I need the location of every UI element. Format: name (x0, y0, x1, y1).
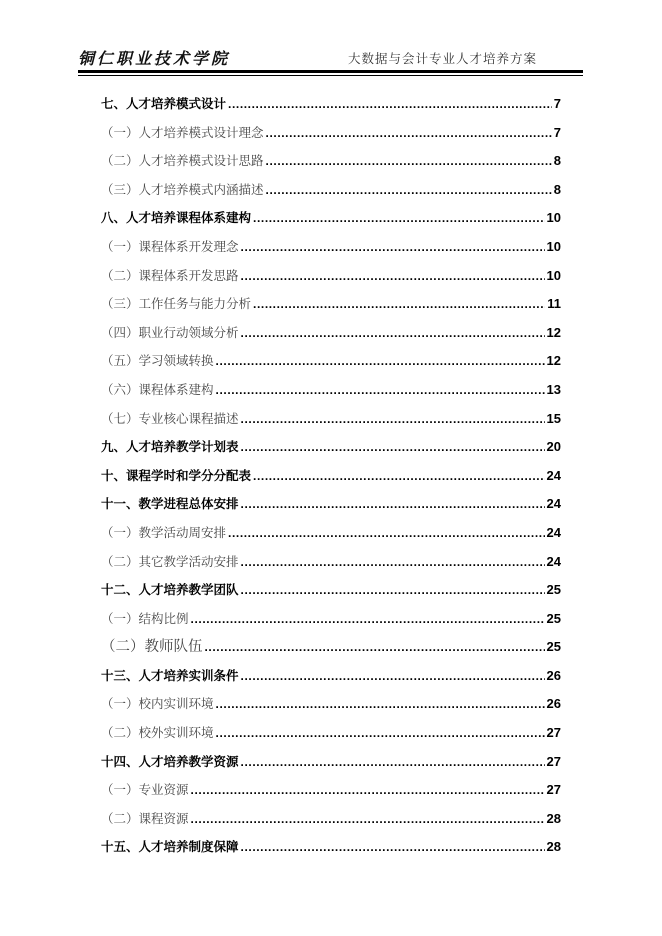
toc-entry-page: 12 (546, 353, 561, 369)
toc-entry-section[interactable] (101, 262, 561, 291)
toc-entry-page: 27 (546, 782, 561, 798)
toc-entry-title: 十一、教学进程总体安排 (101, 496, 239, 512)
toc-entry-chapter[interactable] (101, 462, 561, 491)
toc-dot-leader (253, 204, 545, 233)
toc-entry-page: 10 (546, 238, 561, 254)
header-rule-thick (78, 70, 583, 73)
toc-entry-section[interactable] (101, 376, 561, 405)
toc-entry-page: 7 (553, 124, 561, 140)
toc-entry-section[interactable] (101, 548, 561, 577)
toc-entry-page: 24 (546, 467, 561, 483)
header-rule-thin (78, 75, 583, 76)
toc-dot-leader (241, 262, 545, 291)
toc-entry-title: （三）人才培养模式内涵描述 (101, 181, 264, 197)
toc-dot-leader (216, 347, 545, 376)
page-header (78, 46, 583, 66)
toc-entry-section[interactable] (101, 290, 561, 319)
toc-entry-chapter[interactable] (101, 576, 561, 605)
toc-dot-leader (191, 805, 545, 834)
toc-entry-title: （一）人才培养模式设计理念 (101, 124, 264, 140)
toc-entry-chapter[interactable] (101, 90, 561, 119)
toc-entry-title: （一）教学活动周安排 (101, 524, 227, 540)
toc-entry-page: 8 (553, 153, 561, 169)
toc-entry-page: 27 (546, 725, 561, 741)
toc-dot-leader (241, 576, 545, 605)
toc-entry-section[interactable] (101, 519, 561, 548)
toc-dot-leader (228, 90, 552, 119)
toc-entry-title: （一）校内实训环境 (101, 696, 214, 712)
toc-dot-leader (241, 490, 545, 519)
toc-entry-page: 12 (546, 324, 561, 340)
toc-entry-page: 28 (546, 810, 561, 826)
toc-entry-page: 24 (546, 553, 561, 569)
toc-entry-chapter[interactable] (101, 433, 561, 462)
toc-entry-title: （一）专业资源 (101, 782, 189, 798)
toc-entry-section[interactable] (101, 805, 561, 834)
toc-entry-title: （二）校外实训环境 (101, 725, 214, 741)
toc-entry-title: 十三、人才培养实训条件 (101, 667, 239, 683)
toc-entry-section[interactable] (101, 633, 561, 662)
toc-dot-leader (216, 376, 545, 405)
toc-entry-title: （二）课程资源 (101, 810, 189, 826)
toc-dot-leader (253, 290, 545, 319)
toc-entry-section[interactable] (101, 719, 561, 748)
toc-entry-title: 八、人才培养课程体系建构 (101, 210, 252, 226)
toc-dot-leader (205, 633, 545, 662)
toc-entry-page: 10 (546, 210, 561, 226)
toc-entry-page: 10 (546, 267, 561, 283)
toc-entry-section[interactable] (101, 147, 561, 176)
toc-entry-title: （一）课程体系开发理念 (101, 238, 239, 254)
toc-dot-leader (241, 319, 545, 348)
toc-entry-page: 26 (546, 696, 561, 712)
toc-dot-leader (266, 119, 552, 148)
toc-entry-title: （四）职业行动领域分析 (101, 324, 239, 340)
toc-entry-page: 28 (546, 839, 561, 855)
toc-entry-page: 24 (546, 496, 561, 512)
toc-entry-page: 27 (546, 753, 561, 769)
toc-entry-section[interactable] (101, 690, 561, 719)
toc-entry-section[interactable] (101, 233, 561, 262)
toc-entry-page: 25 (546, 639, 561, 655)
toc-entry-chapter[interactable] (101, 833, 561, 862)
toc-dot-leader (241, 433, 545, 462)
toc-entry-title: （七）专业核心课程描述 (101, 410, 239, 426)
toc-entry-title: （六）课程体系建构 (101, 381, 214, 397)
document-title: 大数据与会计专业人才培养方案 (347, 51, 537, 66)
table-of-contents (101, 90, 561, 862)
toc-entry-page: 25 (546, 582, 561, 598)
toc-entry-chapter[interactable] (101, 748, 561, 777)
toc-entry-section[interactable] (101, 405, 561, 434)
toc-entry-title: （二）教师队伍 (101, 639, 203, 656)
toc-entry-chapter[interactable] (101, 490, 561, 519)
institution-name: 铜仁职业技术学院 (78, 49, 231, 68)
toc-dot-leader (241, 548, 545, 577)
toc-entry-title: 十、课程学时和学分分配表 (101, 467, 252, 483)
toc-dot-leader (253, 462, 545, 491)
toc-dot-leader (241, 748, 545, 777)
toc-entry-page: 25 (546, 610, 561, 626)
toc-entry-title: （三）工作任务与能力分析 (101, 296, 252, 312)
toc-dot-leader (266, 147, 552, 176)
toc-dot-leader (266, 176, 552, 205)
toc-entry-title: （二）课程体系开发思路 (101, 267, 239, 283)
toc-dot-leader (191, 776, 545, 805)
toc-dot-leader (216, 690, 545, 719)
toc-entry-section[interactable] (101, 319, 561, 348)
toc-entry-page: 26 (546, 667, 561, 683)
toc-entry-page: 13 (546, 381, 561, 397)
toc-entry-page: 8 (553, 181, 561, 197)
toc-dot-leader (228, 519, 545, 548)
toc-entry-page: 7 (553, 96, 561, 111)
toc-dot-leader (241, 833, 545, 862)
toc-entry-title: 七、人才培养模式设计 (101, 96, 227, 111)
toc-entry-title: （二）其它教学活动安排 (101, 553, 239, 569)
toc-entry-chapter[interactable] (101, 662, 561, 691)
toc-entry-section[interactable] (101, 176, 561, 205)
toc-entry-title: （一）结构比例 (101, 610, 189, 626)
toc-entry-section[interactable] (101, 776, 561, 805)
toc-entry-page: 11 (547, 296, 561, 312)
toc-entry-title: （五）学习领域转换 (101, 353, 214, 369)
toc-entry-title: （二）人才培养模式设计思路 (101, 153, 264, 169)
toc-dot-leader (241, 662, 545, 691)
toc-entry-section[interactable] (101, 605, 561, 634)
toc-dot-leader (216, 719, 545, 748)
toc-entry-title: 十五、人才培养制度保障 (101, 839, 239, 855)
toc-entry-title: 十四、人才培养教学资源 (101, 753, 239, 769)
toc-entry-title: 九、人才培养教学计划表 (101, 439, 239, 455)
toc-entry-section[interactable] (101, 347, 561, 376)
toc-entry-page: 20 (546, 439, 561, 455)
toc-dot-leader (191, 605, 545, 634)
toc-entry-chapter[interactable] (101, 204, 561, 233)
toc-entry-page: 24 (546, 524, 561, 540)
toc-dot-leader (241, 233, 545, 262)
toc-dot-leader (241, 405, 545, 434)
toc-entry-page: 15 (546, 410, 561, 426)
toc-entry-section[interactable] (101, 119, 561, 148)
toc-entry-title: 十二、人才培养教学团队 (101, 582, 239, 598)
